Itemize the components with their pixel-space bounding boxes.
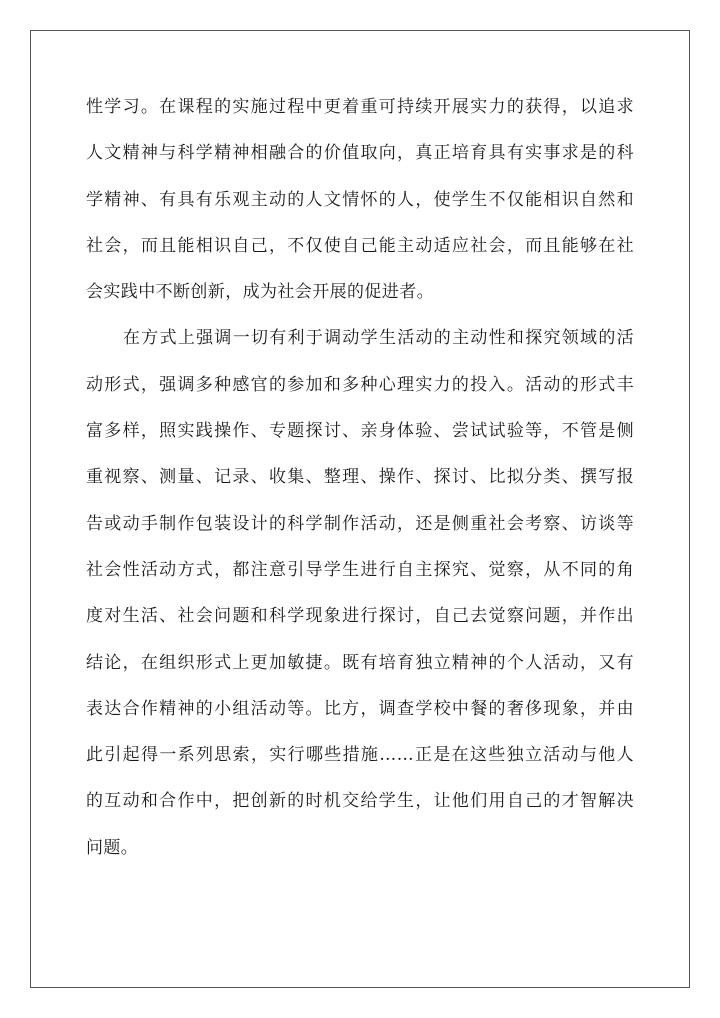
text-line: 告或动手制作包装设计的科学制作活动，还是侧重社会考察、访谈等 (86, 513, 634, 534)
paragraph-1 (86, 84, 634, 315)
text-line: 人文精神与科学精神相融合的价值取向，真正培育具有实事求是的科 (86, 143, 634, 164)
text-line: 在方式上强调一切有利于调动学生活动的主动性和探究领域的活 (123, 328, 634, 349)
text-line: 会实践中不断创新，成为社会开展的促进者。 (86, 282, 434, 303)
text-line: 的互动和合作中，把创新的时机交给学生，让他们用自己的才智解决 (86, 791, 634, 812)
text-line: 富多样，照实践操作、专题探讨、亲身体验、尝试试验等，不管是侧 (86, 421, 634, 442)
text-line: 结论，在组织形式上更加敏捷。既有培育独立精神的个人活动，又有 (86, 652, 634, 673)
text-line: 度对生活、社会问题和科学现象进行探讨，自己去觉察问题，并作出 (86, 606, 634, 627)
document-body (86, 84, 634, 871)
text-line: 社会性活动方式，都注意引导学生进行自主探究、觉察，从不同的角 (86, 559, 634, 580)
text-line: 表达合作精神的小组活动等。比方，调查学校中餐的奢侈现象，并由 (86, 698, 634, 719)
text-line: 动形式，强调多种感官的参加和多种心理实力的投入。活动的形式丰 (86, 374, 634, 395)
paragraph-2 (86, 315, 634, 871)
text-line: 重视察、测量、记录、收集、整理、操作、探讨、比拟分类、撰写报 (86, 467, 634, 488)
text-line: 此引起得一系列思索，实行哪些措施……正是在这些独立活动与他人 (86, 745, 634, 766)
text-line: 学精神、有具有乐观主动的人文情怀的人，使学生不仅能相识自然和 (86, 189, 634, 210)
text-line: 社会，而且能相识自己，不仅使自己能主动适应社会，而且能够在社 (86, 235, 634, 256)
text-line: 问题。 (86, 837, 139, 858)
text-line: 性学习。在课程的实施过程中更着重可持续开展实力的获得，以追求 (86, 97, 634, 117)
